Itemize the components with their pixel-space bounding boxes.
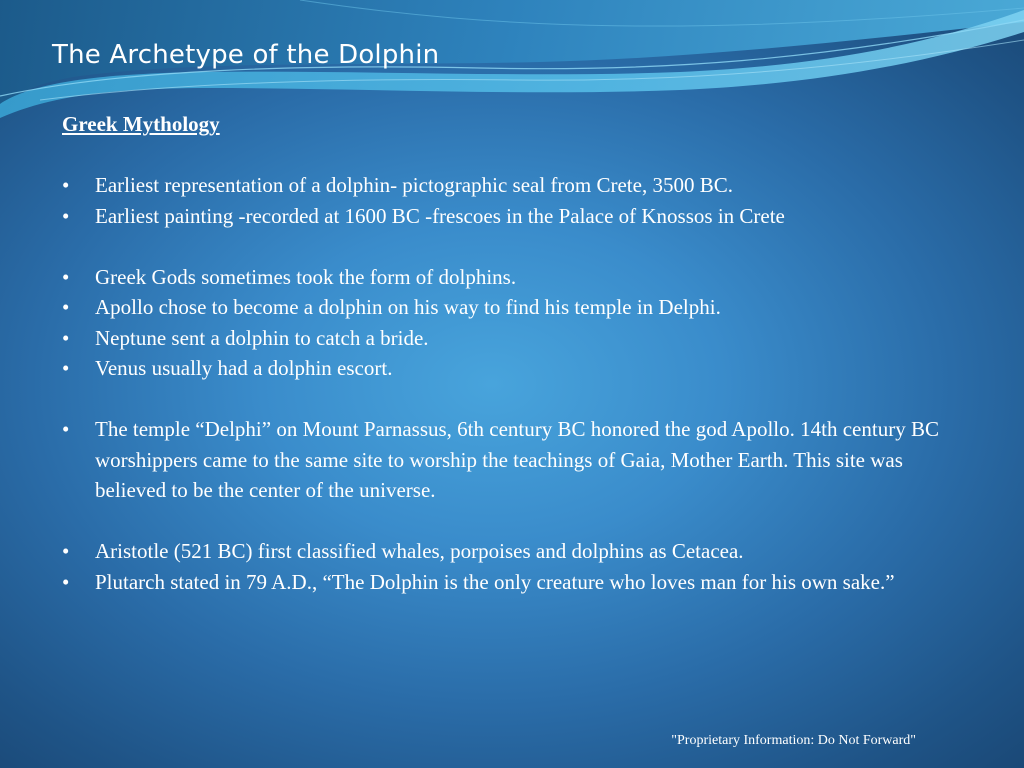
bullet-text: Venus usually had a dolphin escort.	[95, 356, 393, 380]
bullet-text: Greek Gods sometimes took the form of dolphins.	[95, 264, 517, 289]
bullet-item	[62, 567, 942, 598]
bullet-dot-icon: •	[62, 356, 70, 380]
bullet-list-group-2	[62, 262, 942, 384]
bullet-item	[62, 323, 942, 354]
bullet-dot-icon: •	[62, 173, 70, 197]
bullet-text: Earliest representation of a dolphin- pictographic seal from Crete, 3500 BC.	[95, 173, 733, 197]
bullet-dot-icon: •	[62, 417, 70, 441]
bullet-item	[62, 414, 942, 506]
bullet-list-group-1	[62, 170, 942, 231]
bullet-item	[62, 292, 942, 323]
bullet-item	[62, 201, 942, 232]
bullet-text: The temple “Delphi” on Mount Parnassus, 6th century BC honored the god Apollo. 14th century BC worshippers came to the same site to worship the teachings of Gaia, Mother Earth. This site was believed to be the center of the universe.	[95, 417, 939, 502]
bullet-text: Neptune sent a dolphin to catch a bride.	[95, 325, 429, 350]
bullet-item	[62, 536, 942, 567]
spacer	[62, 384, 942, 415]
spacer	[62, 231, 942, 262]
bullet-dot-icon: •	[62, 539, 70, 563]
slide-content	[62, 109, 942, 597]
bullet-list-group-4	[62, 536, 942, 597]
bullet-item	[62, 353, 942, 384]
bullet-text: Plutarch stated in 79 A.D., “The Dolphin is the only creature who loves man for his own sake.”	[95, 569, 895, 594]
bullet-text: Earliest painting -recorded at 1600 BC -frescoes in the Palace of Knossos in Crete	[95, 203, 785, 228]
bullet-list-group-3	[62, 414, 942, 506]
bullet-dot-icon: •	[62, 325, 70, 350]
section-heading: Greek Mythology	[62, 112, 220, 136]
bullet-text: Apollo chose to become a dolphin on his way to find his temple in Delphi.	[95, 295, 721, 319]
bullet-dot-icon: •	[62, 569, 70, 594]
footer-notice: "Proprietary Information: Do Not Forward"	[671, 733, 916, 748]
bullet-dot-icon: •	[62, 264, 70, 289]
bullet-dot-icon: •	[62, 295, 70, 319]
bullet-dot-icon: •	[62, 203, 70, 228]
spacer	[62, 506, 942, 537]
bullet-item	[62, 170, 942, 201]
bullet-text: Aristotle (521 BC) first classified whales, porpoises and dolphins as Cetacea.	[95, 539, 744, 563]
slide-title: The Archetype of the Dolphin	[52, 40, 440, 70]
bullet-item	[62, 262, 942, 293]
